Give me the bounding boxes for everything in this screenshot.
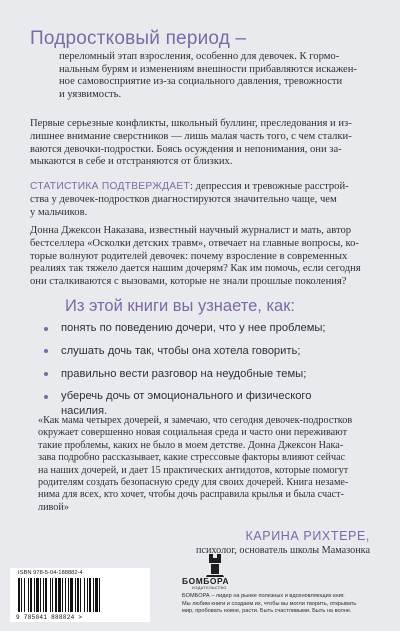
paragraph-line: лишнее внимание сверстников — лишь малая часть того, с чем сталки- [30, 130, 352, 142]
author-name: КАРИНА РИХТЕРЕ, [245, 529, 370, 543]
publisher-tagline [182, 593, 394, 616]
learn-list-item [44, 367, 380, 381]
bullet-dot-icon [44, 395, 48, 399]
publisher-subtitle: ИЗДАТЕЛЬСТВО [192, 586, 227, 590]
statistics-first-line: : депрессия и тревожные расстрой- [190, 181, 349, 192]
paragraph-author-intro [30, 225, 380, 289]
barcode-icon [16, 578, 142, 614]
paragraph-line: ства у девочек-подростков диагностируются значительно чаще, чем [30, 193, 337, 205]
paragraph-line: ваются девочки-подростки. Боясь осуждения и непонимания, они за- [30, 143, 342, 155]
learn-heading: Из этой книги вы узнаете, как: [65, 297, 296, 315]
learn-list [44, 321, 380, 426]
quote-line: «Как мама четырех дочерей, я замечаю, что сегодня девочек-подростков [38, 415, 353, 426]
intro-block [30, 28, 380, 102]
learn-list-item [44, 344, 380, 358]
paragraph-line: они сталкиваются с вызовами, которые не знали прошлые поколения? [30, 276, 347, 288]
barcode-block [10, 568, 150, 622]
intro-line: нальным бурям и изменениям внешности прибавляются искажен- [59, 63, 357, 75]
learn-list-item [44, 389, 380, 418]
paragraph-line [30, 181, 380, 194]
learn-item-line: правильно вести разговор на неудобные темы; [61, 367, 307, 380]
tagline-line: мир, пробовать новое, расти. Быть счастливыми. Быть на волне. [182, 608, 352, 615]
intro-text [30, 51, 380, 102]
intro-line: ное самовосприятие из-за социального давления, тревожности [59, 76, 343, 88]
bullet-dot-icon [44, 372, 48, 376]
learn-item-line: насилия. [61, 404, 108, 417]
paragraph-line: бестселлера «Осколки детских травм», отвечает на главные вопросы, ко- [30, 237, 359, 249]
tagline-line: Мы любим книги и создаем их, чтобы вы могли творить, открывать [182, 600, 357, 607]
tagline-line: БОМБОРА – лидер на рынке полезных и вдохновляющих книг. [182, 593, 345, 599]
statistics-lead: СТАТИСТИКА ПОДТВЕРЖДАЕТ [30, 181, 191, 192]
paragraph-line: мыкаются в себе и отстраняются от близких. [30, 156, 233, 168]
paragraph-line: у мальчиков. [30, 206, 88, 218]
quote-line: окружает совершенно новая социальная среда и часто они переживают [38, 427, 348, 439]
quote-line: зава подробно рассказывает, какие стрессовые факторы влияют сейчас [38, 452, 346, 464]
bullet-dot-icon [44, 349, 48, 353]
paragraph-statistics [30, 181, 380, 219]
learn-item-line: слушать дочь так, чтобы она хотела говорить; [61, 344, 301, 357]
intro-title: Подростковый период – [30, 28, 247, 49]
paragraph-line: реалиях так тяжело дается нашим дочерям? Как им помочь, если сегодня [30, 263, 361, 275]
learn-item-line: уберечь дочь от эмоционального и физического [61, 390, 312, 403]
quote-line: на наших дочерей, и дает 15 практических антидотов, которые помогут [38, 464, 349, 476]
learn-item-line: понять по поведению дочери, что у нее проблемы; [61, 322, 326, 334]
quote-line: ливой» [38, 501, 69, 513]
paragraph-line: торые волнуют родителей девочек: почему взросление в современных [30, 250, 348, 262]
publisher-name: БОМБОРА [182, 576, 230, 586]
learn-list-item [44, 321, 380, 335]
barcode-digits: 9 785041 888824 > [16, 614, 83, 621]
bullet-dot-icon [44, 327, 48, 331]
intro-line: переломный этап взросления, особенно для девочек. К гормо- [59, 51, 340, 62]
testimonial-quote [38, 415, 372, 514]
isbn-label: ISBN 978-5-04-188882-4 [18, 570, 83, 576]
paragraph-line: Первые серьезные конфликты, школьный буллинг, преследования и из- [30, 118, 352, 129]
quote-line: такие проблемы, каких не было в моем детстве. Донна Джексон Нака- [38, 439, 344, 451]
quote-line: нима для всех, кто хочет, чтобы дочь расправила крылья и была счаст- [38, 489, 344, 501]
intro-line: и уязвимость. [59, 89, 122, 101]
quote-line: родителям создать безопасную среду для своих дочерей. Книга незаме- [38, 477, 349, 489]
paragraph-conflicts [30, 118, 380, 169]
author-role: психолог, основатель школы Мамазонка [195, 545, 370, 556]
paragraph-line: Донна Джексон Наказава, известный научный журналист и мать, автор [30, 225, 352, 236]
